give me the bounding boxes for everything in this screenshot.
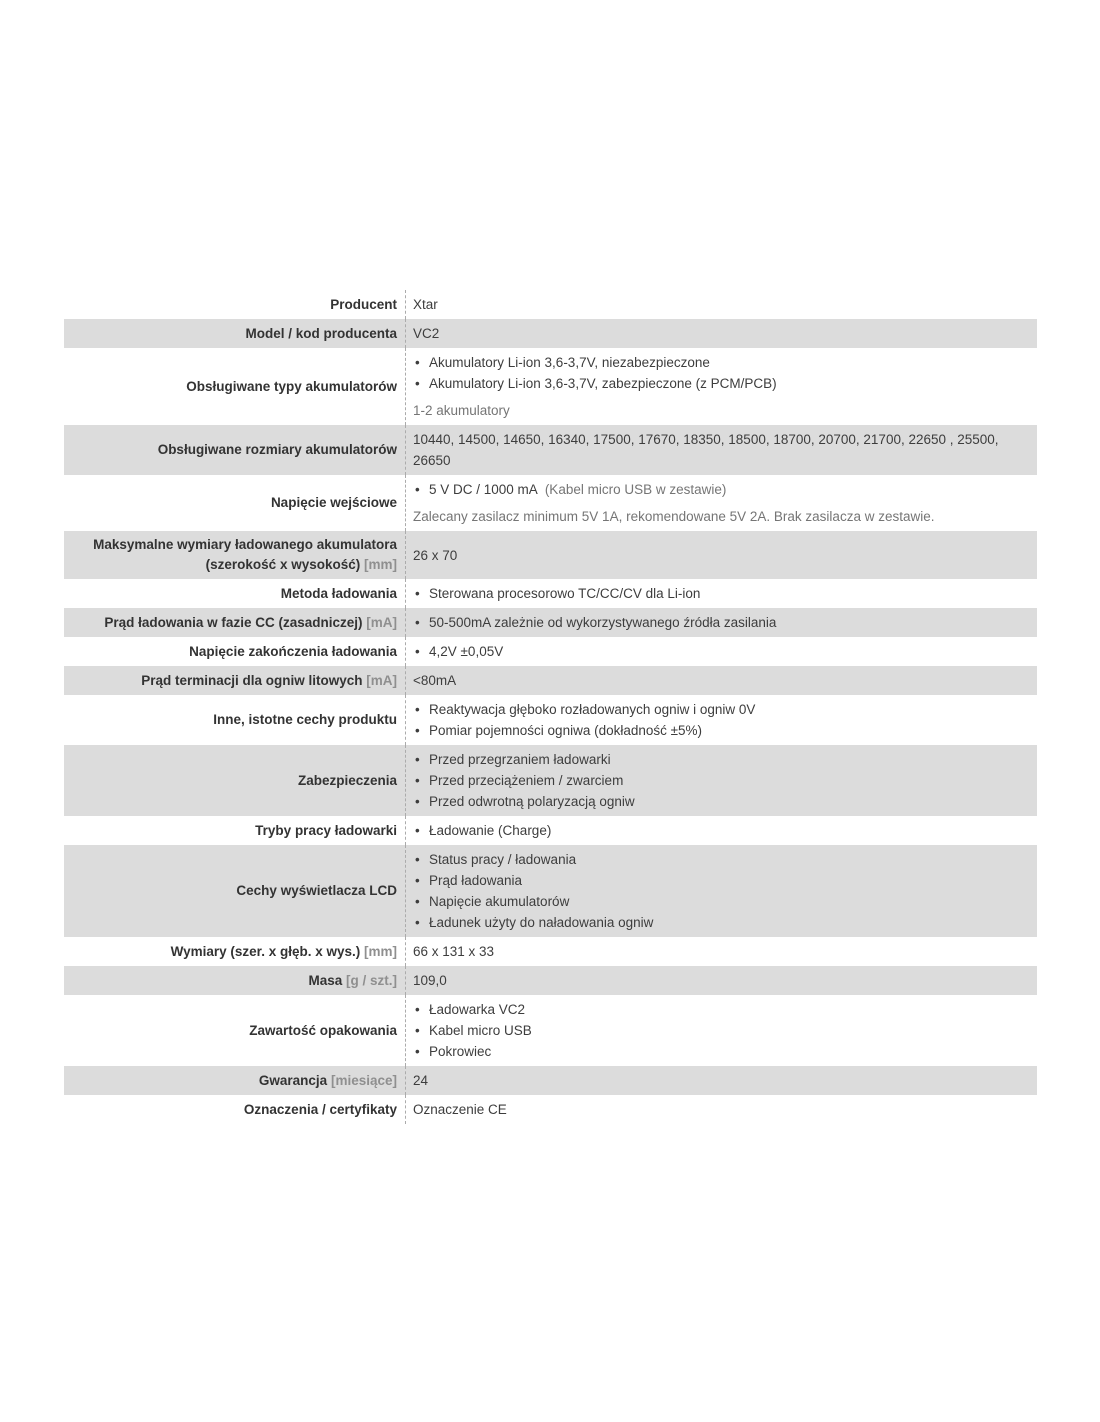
spec-row: [64, 816, 1037, 845]
bullet-item: [413, 1041, 1025, 1062]
spec-row-value: [405, 1066, 1037, 1095]
spec-row-value: [405, 745, 1037, 816]
spec-label-text: Prąd terminacji dla ogniw litowych: [141, 672, 363, 688]
spec-row-label: [64, 695, 405, 745]
bullet-item: [413, 870, 1025, 891]
spec-row-label: [64, 475, 405, 531]
spec-label-text: Zawartość opakowania: [249, 1022, 397, 1038]
bullet-icon: •: [415, 376, 420, 391]
spec-row-label: [64, 290, 405, 319]
spec-row-label: [64, 531, 405, 579]
bullet-icon: •: [415, 852, 420, 867]
spec-label-unit: [mA]: [366, 614, 397, 630]
bullet-text: Pomiar pojemności ogniwa (dokładność ±5%): [429, 723, 703, 738]
spec-row-label: [64, 816, 405, 845]
spec-row-label: [64, 745, 405, 816]
bullet-text: 5 V DC / 1000 mA: [429, 482, 538, 497]
spec-row-label: [64, 666, 405, 695]
bullet-text: Prąd ładowania: [429, 873, 523, 888]
spec-row-label: [64, 966, 405, 995]
spec-label-unit: [mm]: [364, 943, 397, 959]
spec-row-value: [405, 666, 1037, 695]
spec-label-text: Obsługiwane rozmiary akumulatorów: [157, 442, 397, 457]
bullet-item: [413, 720, 1025, 741]
spec-row-value: [405, 475, 1037, 531]
bullet-text: Status pracy / ładowania: [429, 852, 577, 867]
bullet-item: [413, 1020, 1025, 1041]
spec-label-unit: [g / szt.]: [346, 972, 397, 988]
bullet-icon: •: [415, 644, 420, 659]
spec-row: [64, 666, 1037, 695]
spec-row: [64, 1095, 1037, 1124]
spec-value-text: 109,0: [413, 973, 447, 988]
spec-row: [64, 579, 1037, 608]
bullet-text: Ładowarka VC2: [429, 1002, 526, 1017]
spec-row-label: [64, 319, 405, 348]
spec-row: [64, 745, 1037, 816]
spec-row-label: [64, 1095, 405, 1124]
bullet-item: [413, 699, 1025, 720]
bullet-icon: •: [415, 794, 420, 809]
bullet-icon: •: [415, 482, 420, 497]
bullet-item: [413, 791, 1025, 812]
spec-row-label: [64, 995, 405, 1066]
bullet-text: Napięcie akumulatorów: [429, 894, 570, 909]
product-spec-table: [64, 290, 1037, 1124]
bullet-item: [413, 912, 1025, 933]
spec-value-note: 1-2 akumulatory: [413, 403, 510, 418]
bullet-icon: •: [415, 723, 420, 738]
bullet-icon: •: [415, 615, 420, 630]
spec-label-text: Cechy wyświetlacza LCD: [236, 883, 397, 898]
spec-label-text: Napięcie zakończenia ładowania: [189, 643, 397, 659]
spec-row-label: [64, 608, 405, 637]
bullet-text: Kabel micro USB: [429, 1023, 532, 1038]
spec-row-value: [405, 1095, 1037, 1124]
spec-row: [64, 966, 1037, 995]
bullet-item: [413, 641, 1025, 662]
spec-row-value: [405, 637, 1037, 666]
spec-row-label: [64, 937, 405, 966]
spec-value-text: Oznaczenie CE: [413, 1102, 507, 1117]
bullet-text: 50-500mA zależnie od wykorzystywanego źródła zasilania: [429, 615, 777, 630]
spec-row-value: [405, 608, 1037, 637]
spec-row: [64, 845, 1037, 937]
spec-row-label: [64, 1066, 405, 1095]
bullet-icon: •: [415, 1044, 420, 1059]
spec-row-value: [405, 319, 1037, 348]
spec-row-label: [64, 348, 405, 425]
bullet-icon: •: [415, 915, 420, 930]
spec-row: [64, 995, 1037, 1066]
spec-label-text: Wymiary (szer. x głęb. x wys.): [170, 943, 361, 959]
bullet-item: [413, 849, 1025, 870]
bullet-text: 4,2V ±0,05V: [429, 644, 504, 659]
bullet-item: [413, 583, 1025, 604]
bullet-text: Przed przegrzaniem ładowarki: [429, 752, 611, 767]
spec-row-value: [405, 290, 1037, 319]
spec-row: [64, 937, 1037, 966]
spec-label-text: Producent: [330, 296, 397, 312]
spec-value-text: Xtar: [413, 297, 438, 312]
bullet-text-note: (Kabel micro USB w zestawie): [544, 482, 727, 497]
bullet-text: Akumulatory Li-ion 3,6-3,7V, niezabezpieczone: [429, 355, 710, 370]
bullet-icon: •: [415, 702, 420, 717]
bullet-item: [413, 612, 1025, 633]
bullet-item: [413, 479, 1025, 500]
spec-label-text: Model / kod producenta: [245, 325, 397, 341]
spec-label-text: Metoda ładowania: [280, 585, 397, 601]
bullet-text: Ładowanie (Charge): [429, 823, 552, 838]
spec-label-unit: [mm]: [364, 557, 397, 572]
bullet-text: Sterowana procesorowo TC/CC/CV dla Li-ion: [429, 586, 701, 601]
spec-row: [64, 475, 1037, 531]
spec-label-text: Zabezpieczenia: [297, 772, 397, 788]
bullet-text: Akumulatory Li-ion 3,6-3,7V, zabezpieczone (z PCM/PCB): [429, 376, 777, 391]
spec-row-value: [405, 816, 1037, 845]
bullet-text: Pokrowiec: [429, 1044, 492, 1059]
spec-row-label: [64, 845, 405, 937]
bullet-item: [413, 352, 1025, 373]
spec-label-text: Maksymalne wymiary ładowanego akumulatora (szerokość x wysokość): [93, 537, 397, 572]
bullet-icon: •: [415, 752, 420, 767]
spec-row-value: [405, 966, 1037, 995]
spec-value-text: 66 x 131 x 33: [413, 944, 495, 959]
bullet-icon: •: [415, 823, 420, 838]
spec-label-text: Masa: [308, 972, 343, 988]
spec-value-text: 26 x 70: [413, 547, 458, 563]
spec-label-text: Obsługiwane typy akumulatorów: [186, 378, 397, 394]
spec-label-text: Tryby pracy ładowarki: [255, 822, 397, 838]
bullet-icon: •: [415, 586, 420, 601]
spec-row-value: [405, 995, 1037, 1066]
spec-row-value: [405, 579, 1037, 608]
spec-row: [64, 348, 1037, 425]
spec-value-text: 10440, 14500, 14650, 16340, 17500, 17670, 18350, 18500, 18700, 20700, 21700, 22650 , 25500, 26650: [413, 432, 999, 468]
spec-value-text: <80mA: [413, 673, 457, 688]
spec-label-text: Prąd ładowania w fazie CC (zasadniczej): [104, 614, 363, 630]
bullet-item: [413, 749, 1025, 770]
bullet-icon: •: [415, 773, 420, 788]
bullet-icon: •: [415, 873, 420, 888]
spec-value-note: Zalecany zasilacz minimum 5V 1A, rekomendowane 5V 2A. Brak zasilacza w zestawie.: [413, 509, 935, 524]
bullet-icon: •: [415, 1023, 420, 1038]
spec-row-value: [405, 845, 1037, 937]
bullet-item: [413, 891, 1025, 912]
bullet-text: Ładunek użyty do naładowania ogniw: [429, 915, 654, 930]
spec-row-value: [405, 425, 1037, 475]
spec-row: [64, 637, 1037, 666]
spec-row-value: [405, 348, 1037, 425]
bullet-icon: •: [415, 355, 420, 370]
bullet-item: [413, 820, 1025, 841]
spec-row: [64, 1066, 1037, 1095]
spec-row: [64, 290, 1037, 319]
spec-label-unit: [miesiące]: [330, 1072, 397, 1088]
spec-row-label: [64, 425, 405, 475]
spec-row-label: [64, 637, 405, 666]
spec-row: [64, 531, 1037, 579]
spec-label-unit: [mA]: [366, 672, 397, 688]
spec-row-value: [405, 531, 1037, 579]
spec-row: [64, 695, 1037, 745]
spec-label-text: Inne, istotne cechy produktu: [213, 712, 397, 727]
spec-row: [64, 608, 1037, 637]
spec-row: [64, 425, 1037, 475]
spec-row-value: [405, 937, 1037, 966]
spec-label-text: Napięcie wejściowe: [270, 495, 397, 510]
bullet-icon: •: [415, 1002, 420, 1017]
bullet-text: Przed przeciążeniem / zwarciem: [429, 773, 624, 788]
bullet-item: [413, 373, 1025, 394]
spec-value-text: 24: [413, 1073, 429, 1088]
spec-value-text: VC2: [413, 326, 440, 341]
spec-label-text: Oznaczenia / certyfikaty: [243, 1101, 397, 1117]
spec-row-value: [405, 695, 1037, 745]
bullet-text: Przed odwrotną polaryzacją ogniw: [429, 794, 635, 809]
spec-row-label: [64, 579, 405, 608]
bullet-item: [413, 770, 1025, 791]
spec-label-text: Gwarancja: [258, 1072, 328, 1088]
bullet-icon: •: [415, 894, 420, 909]
spec-row: [64, 319, 1037, 348]
bullet-text: Reaktywacja głęboko rozładowanych ogniw i ogniw 0V: [429, 702, 756, 717]
bullet-item: [413, 999, 1025, 1020]
